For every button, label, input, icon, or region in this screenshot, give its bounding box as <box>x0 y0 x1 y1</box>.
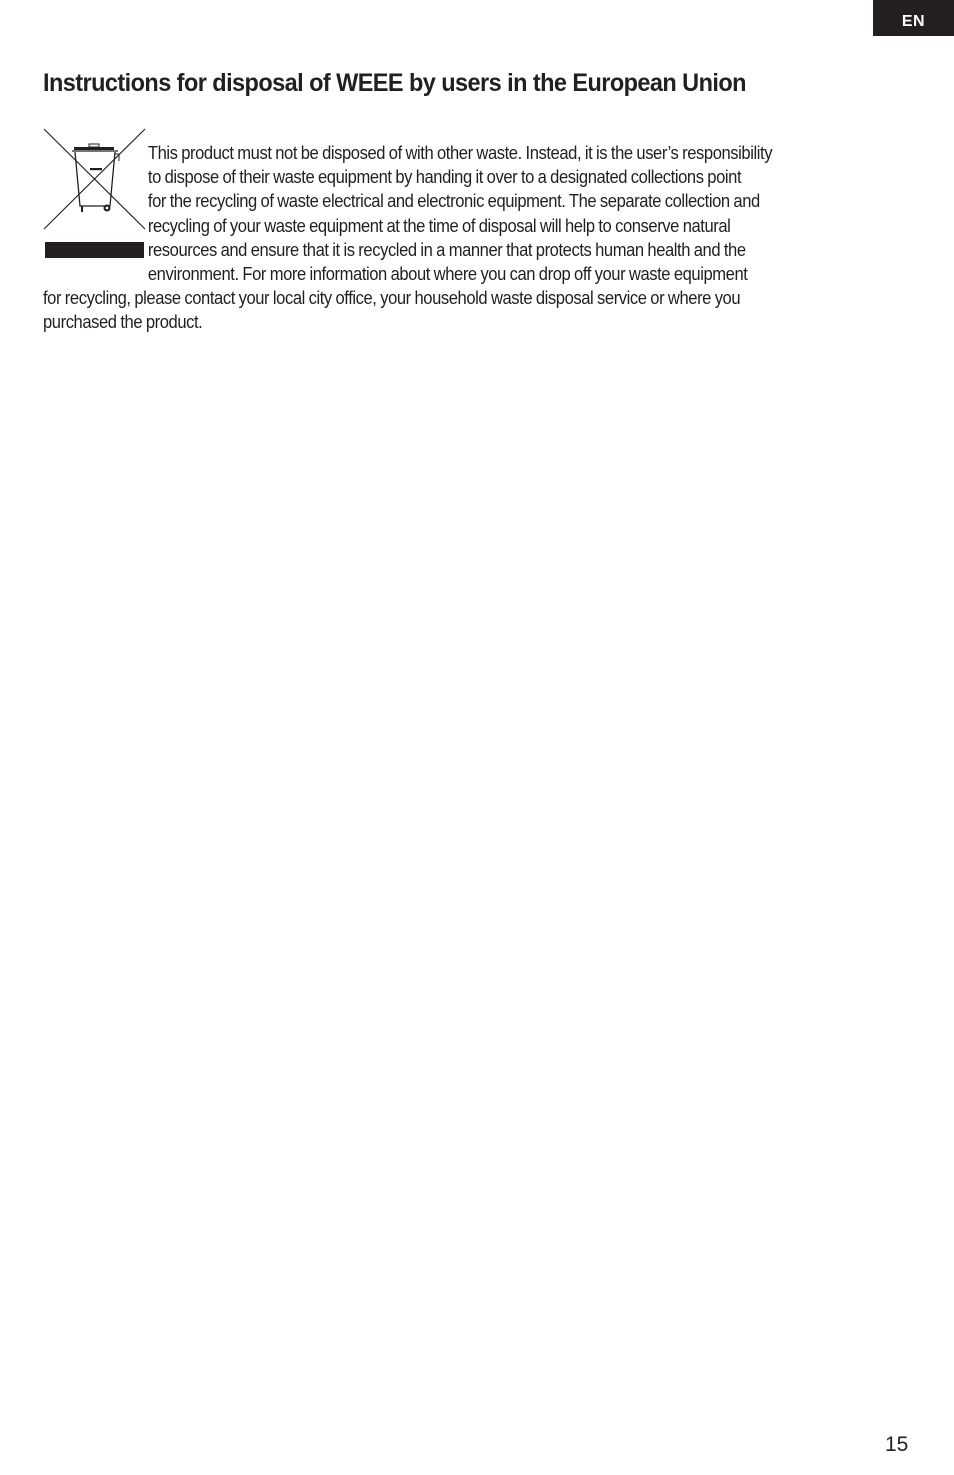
section-title: Instructions for disposal of WEEE by users in the European Union <box>43 69 746 97</box>
paragraph-line: recycling of your waste equipment at the time of disposal will help to conserve natural <box>147 215 731 236</box>
paragraph-line: environment. For more information about where you can drop off your waste equipment <box>147 264 748 285</box>
page-number: 15 <box>885 1433 909 1456</box>
paragraph-line: to dispose of their waste equipment by handing it over to a designated collections point <box>147 167 742 188</box>
paragraph-line: for recycling, please contact your local city office, your household waste disposal service or where you <box>43 288 741 309</box>
paragraph-line: This product must not be disposed of with other waste. Instead, it is the user’s responsibility <box>147 143 773 163</box>
paragraph-line: resources and ensure that it is recycled in a manner that protects human health and the <box>147 239 746 260</box>
paragraph-line: purchased the product. <box>43 312 203 333</box>
paragraph-line: for the recycling of waste electrical and electronic equipment. The separate collection and <box>147 191 760 212</box>
language-tab: EN <box>873 0 954 36</box>
disposal-instructions-paragraph <box>43 141 923 335</box>
